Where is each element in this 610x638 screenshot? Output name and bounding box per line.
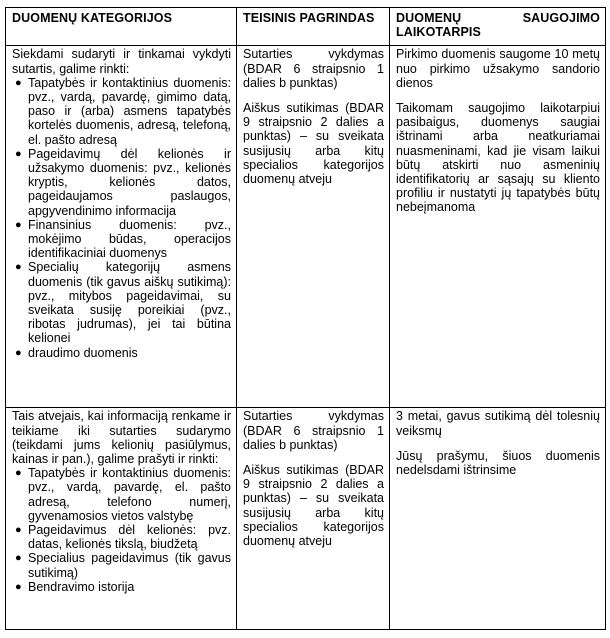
list-item-text: Finansinius duomenis: pvz., mokėjimo būdas, operacijos identifikaciniai duomenys xyxy=(28,217,231,261)
list-item xyxy=(15,466,231,523)
list-item xyxy=(15,551,231,580)
retention-deletion-text: Taikomam saugojimo laikotarpiui pasibaigus, duomenys saugiai ištrinami arba neatkuriamai nuasmeninami, kad jie visam laikui būtų atskirti nuo asmeninių identifikatorių ar sąsajų su kliento profiliu ir nustatyti jų tapatybės būtų nebeįmanoma xyxy=(396,101,600,215)
bullet-icon: ● xyxy=(15,552,22,565)
list-item xyxy=(15,579,231,594)
legal-basis-cell xyxy=(237,46,390,408)
list-item-text: Tapatybės ir kontaktinius duomenis: pvz., vardą, pavardę, el. pašto adresą, telefono numerį, gyvenamosios vietos valstybę xyxy=(28,466,231,523)
list-item xyxy=(15,345,231,360)
bullet-icon: ● xyxy=(15,524,22,537)
bullet-icon: ● xyxy=(15,218,22,231)
list-item-text: Specialių kategorijų asmens duomenis (tik gavus aiškų sutikimą): pvz., mitybos pageidavimai, su sveikata susiję poreikiai (pvz., ribotas judrumas), jei tai būtina kelionei xyxy=(28,260,231,346)
list-item-text: Pageidavimus dėl kelionės: pvz. datas, kelionės tikslą, biudžetą xyxy=(28,523,231,552)
categories-list xyxy=(12,466,231,594)
document-page xyxy=(5,7,605,630)
list-item xyxy=(15,146,231,218)
bullet-icon: ● xyxy=(15,346,22,359)
data-retention-table xyxy=(5,7,606,630)
list-item-text: Tapatybės ir kontaktinius duomenis: pvz., vardą, pavardę, gimimo datą, paso ir (arba) asmens tapatybės kortelės duomenis, adresą, telefoną, el. pašto adresą xyxy=(28,75,231,147)
list-item-text: Pageidavimų dėl kelionės ir užsakymo duomenis: pvz., kelionės kryptis, kelionės datos, pageidaujamos paslaugos, apgyvendinimo informacija xyxy=(28,146,231,218)
list-item-text: draudimo duomenis xyxy=(28,345,138,360)
retention-period-text: 3 metai, gavus sutikimą dėl tolesnių veiksmų xyxy=(396,409,600,438)
table-row xyxy=(6,408,606,630)
retention-cell xyxy=(390,46,606,408)
categories-list xyxy=(12,76,231,360)
bullet-icon: ● xyxy=(15,580,22,593)
list-item xyxy=(15,260,231,346)
list-item-text: Bendravimo istorija xyxy=(28,579,135,594)
legal-basis-consent: Aiškus sutikimas (BDAR 9 straipsnio 2 dalies a punktas) – su sveikata susijusių arba kitų specialios kategorijos duomenų atveju xyxy=(243,101,384,187)
list-item xyxy=(15,217,231,261)
list-item xyxy=(15,75,231,147)
header-retention-period: DUOMENŲ SAUGOJIMO LAIKOTARPIS xyxy=(390,8,606,46)
categories-cell xyxy=(6,46,237,408)
bullet-icon: ● xyxy=(15,261,22,274)
bullet-icon: ● xyxy=(15,76,22,89)
legal-basis-contract: Sutarties vykdymas (BDAR 6 straipsnio 1 dalies b punktas) xyxy=(243,409,384,452)
retention-period-text: Pirkimo duomenis saugome 10 metų nuo pirkimo užsakymo sandorio dienos xyxy=(396,47,600,90)
legal-basis-contract: Sutarties vykdymas (BDAR 6 straipsnio 1 dalies b punktas) xyxy=(243,47,384,90)
table-row xyxy=(6,46,606,408)
header-data-categories: DUOMENŲ KATEGORIJOS xyxy=(6,8,237,46)
categories-cell xyxy=(6,408,237,630)
categories-intro: Siekdami sudaryti ir tinkamai vykdyti sutartis, galime rinkti: xyxy=(12,47,231,76)
header-legal-basis: TEISINIS PAGRINDAS xyxy=(237,8,390,46)
legal-basis-consent: Aiškus sutikimas (BDAR 9 straipsnio 2 dalies a punktas) – su sveikata susijusių arba kitų specialios kategorijos duomenų atveju xyxy=(243,463,384,549)
retention-deletion-text: Jūsų prašymu, šiuos duomenis nedelsdami ištrinsime xyxy=(396,448,600,478)
retention-cell xyxy=(390,408,606,630)
list-item-text: Specialius pageidavimus (tik gavus sutikimą) xyxy=(28,551,231,580)
bullet-icon: ● xyxy=(15,147,22,160)
list-item xyxy=(15,523,231,552)
table-header-row xyxy=(6,8,606,46)
categories-intro: Tais atvejais, kai informaciją renkame ir teikiame iki sutarties sudarymo (teikdami jums kelionių pasiūlymus, kainas ir pan.), galime prašyti ir rinkti: xyxy=(12,409,231,467)
legal-basis-cell xyxy=(237,408,390,630)
bullet-icon: ● xyxy=(15,467,22,480)
